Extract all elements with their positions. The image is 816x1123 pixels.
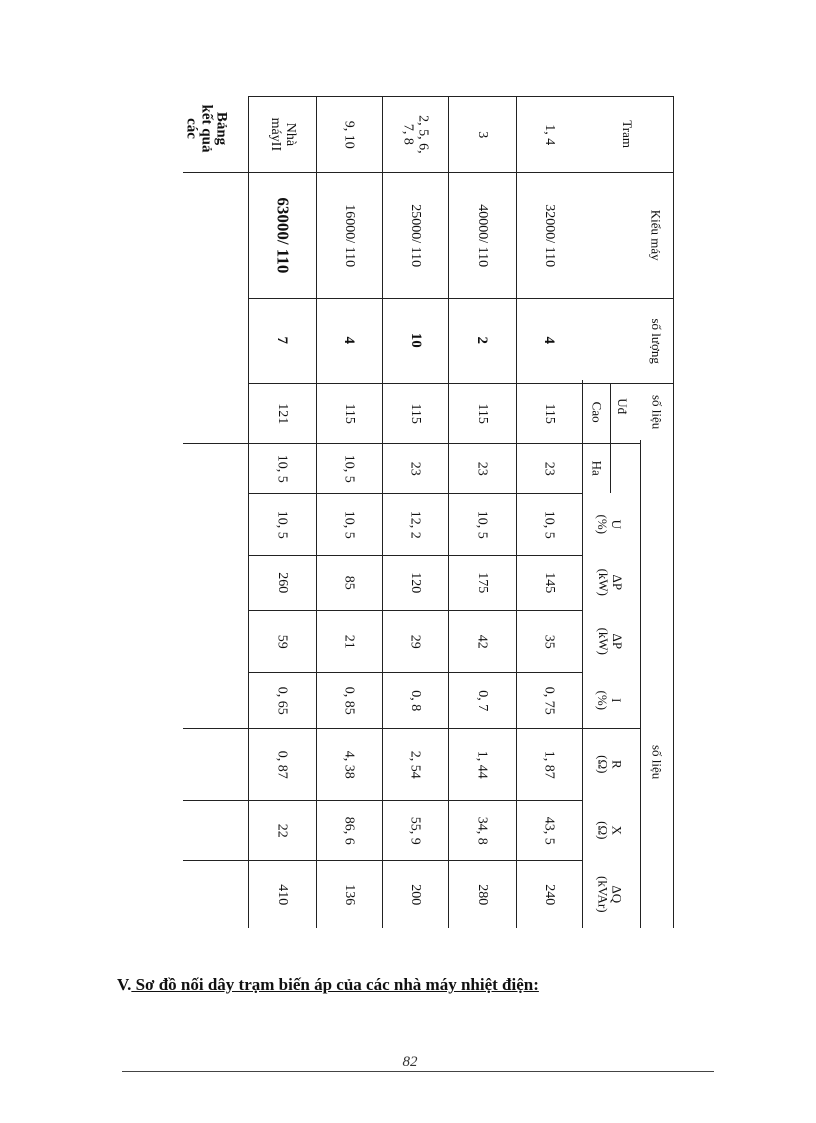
table-rule	[582, 380, 583, 928]
cell-dp0: 29	[407, 634, 423, 649]
cell-ha: 10, 5	[341, 454, 357, 483]
cell-dq0: 240	[541, 883, 557, 905]
cell-dpn: 120	[407, 572, 423, 594]
cell-x: 22	[274, 823, 290, 838]
table-rule	[248, 672, 582, 673]
cell-x: 34, 8	[474, 816, 490, 845]
table-rule	[448, 96, 449, 928]
section-heading: V. Sơ đồ nối dây trạm biến áp của các nhà máy nhiệt điện:	[117, 975, 539, 994]
cell-ha: 23	[541, 461, 557, 476]
table-top-rule	[248, 96, 673, 97]
table-rule	[640, 440, 641, 928]
table-rule	[248, 610, 582, 611]
cell-r: 1, 87	[541, 750, 557, 779]
table-rule	[248, 555, 582, 556]
cell-dq0: 136	[341, 883, 357, 905]
header-so-luong: số lượng	[648, 317, 664, 364]
header-tram: Tram	[620, 120, 635, 148]
cell-i0: 0, 75	[541, 686, 557, 715]
header-dq0: ΔQ (kVAr)	[594, 875, 625, 913]
cell-kieu: 40000/ 110	[474, 203, 490, 267]
table-rule	[183, 172, 673, 173]
header-ha: Ha	[589, 460, 605, 476]
cell-sl: 4	[341, 336, 357, 344]
header-r: R (Ω)	[595, 754, 625, 773]
header-un: U (%)	[594, 514, 625, 534]
cell-kieu: 25000/ 110	[407, 203, 423, 267]
cell-un: 10, 5	[341, 510, 357, 539]
cell-kieu: 63000/ 110	[273, 196, 293, 273]
cell-cao: 115	[407, 402, 423, 424]
cell-dq0: 280	[474, 883, 490, 905]
cell-dpn: 85	[341, 575, 357, 590]
cell-un: 10, 5	[274, 510, 290, 539]
cell-dp0: 35	[541, 634, 557, 649]
cell-kieu: 16000/ 110	[341, 203, 357, 267]
cell-dp0: 59	[274, 634, 290, 649]
footer-rule	[122, 1071, 714, 1072]
cell-x: 86, 6	[341, 816, 357, 845]
header-so-lieu: số liệu	[649, 394, 665, 430]
cell-r: 0, 87	[274, 750, 290, 779]
table-rule	[248, 493, 582, 494]
table-rule	[673, 96, 674, 928]
header-dpn: ΔP (kW)	[595, 568, 625, 597]
cell-sl: 2	[474, 336, 490, 344]
cell-cao: 115	[474, 402, 490, 424]
cell-tram: 1, 4	[541, 123, 557, 145]
cell-kieu: 32000/ 110	[541, 203, 557, 267]
cell-ha: 23	[407, 461, 423, 476]
cell-dq0: 410	[274, 883, 290, 905]
cell-sl: 10	[407, 332, 424, 348]
header-x: X (Ω)	[595, 820, 625, 839]
cell-cao: 121	[274, 402, 290, 424]
cell-un: 12, 2	[407, 510, 423, 539]
cell-tram: 3	[474, 130, 490, 138]
cell-ha: 10, 5	[274, 454, 290, 483]
table-rule	[248, 96, 249, 928]
table-rule	[516, 96, 517, 928]
header-kieu-may: Kiểu máy	[648, 209, 664, 261]
cell-tram: 9, 10	[341, 120, 357, 149]
cell-x: 55, 9	[407, 816, 423, 845]
cell-dq0: 200	[407, 883, 423, 905]
table-rule	[316, 96, 317, 928]
table-caption: Bảng kết quả các	[183, 104, 230, 152]
cell-un: 10, 5	[474, 510, 490, 539]
cell-tram: Nhà máyII	[267, 117, 298, 151]
cell-i0: 0, 65	[274, 686, 290, 715]
cell-x: 43, 5	[541, 816, 557, 845]
header-i0: I (%)	[594, 690, 625, 710]
table-rule	[382, 96, 383, 928]
cell-dp0: 42	[474, 634, 490, 649]
cell-dpn: 260	[274, 572, 290, 594]
header-cao: Cao	[589, 401, 605, 423]
cell-sl: 7	[274, 336, 290, 344]
cell-dp0: 21	[341, 634, 357, 649]
header-dp0: ΔP (kW)	[595, 627, 625, 655]
cell-dpn: 175	[474, 572, 490, 594]
cell-cao: 115	[341, 402, 357, 424]
cell-i0: 0, 8	[407, 689, 423, 711]
cell-i0: 0, 85	[341, 686, 357, 715]
cell-r: 4, 38	[341, 750, 357, 779]
header-so-lieu-2: số liệu	[649, 744, 665, 780]
table-rule	[582, 728, 640, 729]
table-rule	[248, 298, 673, 299]
cell-un: 10, 5	[541, 510, 557, 539]
page-number: 82	[402, 1054, 418, 1070]
table-rule	[582, 443, 640, 444]
cell-r: 2, 54	[407, 750, 423, 779]
table-rule	[610, 383, 611, 493]
cell-ha: 23	[474, 461, 490, 476]
cell-dpn: 145	[541, 572, 557, 594]
cell-i0: 0, 7	[474, 689, 490, 711]
cell-tram: 2, 5, 6, 7, 8	[399, 114, 431, 154]
header-u-symbol: Uđ	[615, 398, 631, 415]
cell-cao: 115	[541, 402, 557, 424]
cell-r: 1, 44	[474, 750, 490, 779]
cell-sl: 4	[541, 336, 557, 344]
